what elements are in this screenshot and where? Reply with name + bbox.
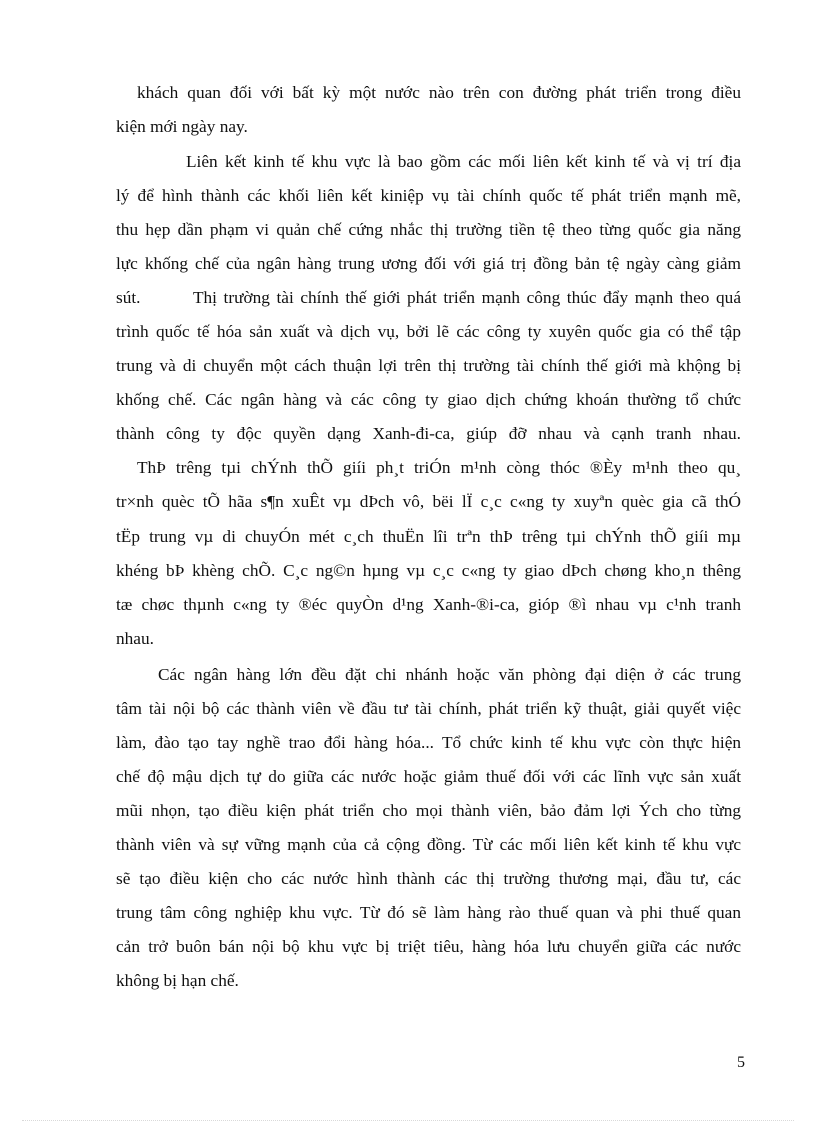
footer-divider (22, 1120, 794, 1121)
text-line: lý để hình thành các khối liên kết kiniệp vụ tài chính quốc tế phát triển mạnh mẽ, (116, 186, 741, 205)
text-line: lực khống chế của ngân hàng trung ương đối với giá trị đồng bản tệ ngày càng giảm (116, 254, 741, 273)
text-line: tæ chøc thµnh c«ng ty ®éc quyÒn d¹ng Xanh-®i-ca, gióp ®ì nhau vµ c¹nh tranh (116, 595, 741, 614)
text-line: nhau. (116, 629, 154, 648)
text-line: cản trở buôn bán nội bộ khu vực bị triệt tiêu, hàng hóa lưu chuyển giữa các nước (116, 937, 741, 956)
text-line: tËp trung vµ di chuyÓn mét c¸ch thuËn lîi trªn thÞ trêng tµi chÝnh thÕ giíi mµ (116, 527, 741, 546)
text-line: tâm tài nội bộ các thành viên về đầu tư tài chính, phát triển kỹ thuật, giải quyết việc (116, 699, 741, 718)
text-line: khách quan đối với bất kỳ một nước nào trên con đường phát triển trong điều (137, 83, 741, 102)
text-line: ThÞ trêng tµi chÝnh thÕ giíi ph¸t triÓn m¹nh còng thóc ®Èy m¹nh theo qu¸ (137, 458, 741, 477)
text-line: làm, đào tạo tay nghề trao đổi hàng hóa... Tổ chức kinh tế khu vực còn thực hiện (116, 733, 741, 752)
text-line: sẽ tạo điều kiện cho các nước hình thành các thị trường thương mại, đầu tư, các (116, 869, 741, 888)
text-line: khéng bÞ khèng chÕ. C¸c ng©n hµng vµ c¸c c«ng ty giao dÞch chøng kho¸n thêng (116, 561, 741, 580)
text-line: khống chế. Các ngân hàng và các công ty giao dịch chứng khoán thường tổ chức (116, 390, 741, 409)
text-line: thu hẹp dần phạm vi quản chế cứng nhắc thị trường tiền tệ theo từng quốc gia năng (116, 220, 741, 239)
text-line: trung tâm công nghiệp khu vực. Từ đó sẽ làm hàng rào thuế quan và phi thuế quan (116, 903, 741, 922)
page-number: 5 (737, 1054, 745, 1071)
text-line: Liên kết kinh tế khu vực là bao gồm các mối liên kết kinh tế và vị trí địa (186, 152, 741, 171)
text-line: không bị hạn chế. (116, 971, 239, 990)
text-line: sút. Thị trường tài chính thế giới phát triển mạnh công thúc đẩy mạnh theo quá (116, 288, 741, 307)
text-line: trình quốc tế hóa sản xuất và dịch vụ, bởi lẽ các công ty xuyên quốc gia có thể tập (116, 322, 741, 341)
text-line: kiện mới ngày nay. (116, 117, 248, 136)
text-line: trung và di chuyển một cách thuận lợi trên thị trường tài chính thế giới mà khộng bị (116, 356, 741, 375)
text-line: chế độ mậu dịch tự do giữa các nước hoặc giảm thuế đối với các lĩnh vực sản xuất (116, 767, 741, 786)
text-line: thành công ty độc quyền dạng Xanh-đi-ca, giúp đỡ nhau và cạnh tranh nhau. (116, 424, 741, 443)
text-line: Các ngân hàng lớn đều đặt chi nhánh hoặc văn phòng đại diện ở các trung (158, 665, 741, 684)
text-line: mũi nhọn, tạo điều kiện phát triển cho mọi thành viên, bảo đảm lợi Ých cho từng (116, 801, 741, 820)
text-line: thành viên và sự vững mạnh của cả cộng đồng. Từ các mối liên kết kinh tế khu vực (116, 835, 741, 854)
text-line: tr×nh quèc tÕ hãa s¶n xuÊt vµ dÞch vô, bëi lÏ c¸c c«ng ty xuyªn quèc gia cã thÓ (116, 492, 741, 511)
